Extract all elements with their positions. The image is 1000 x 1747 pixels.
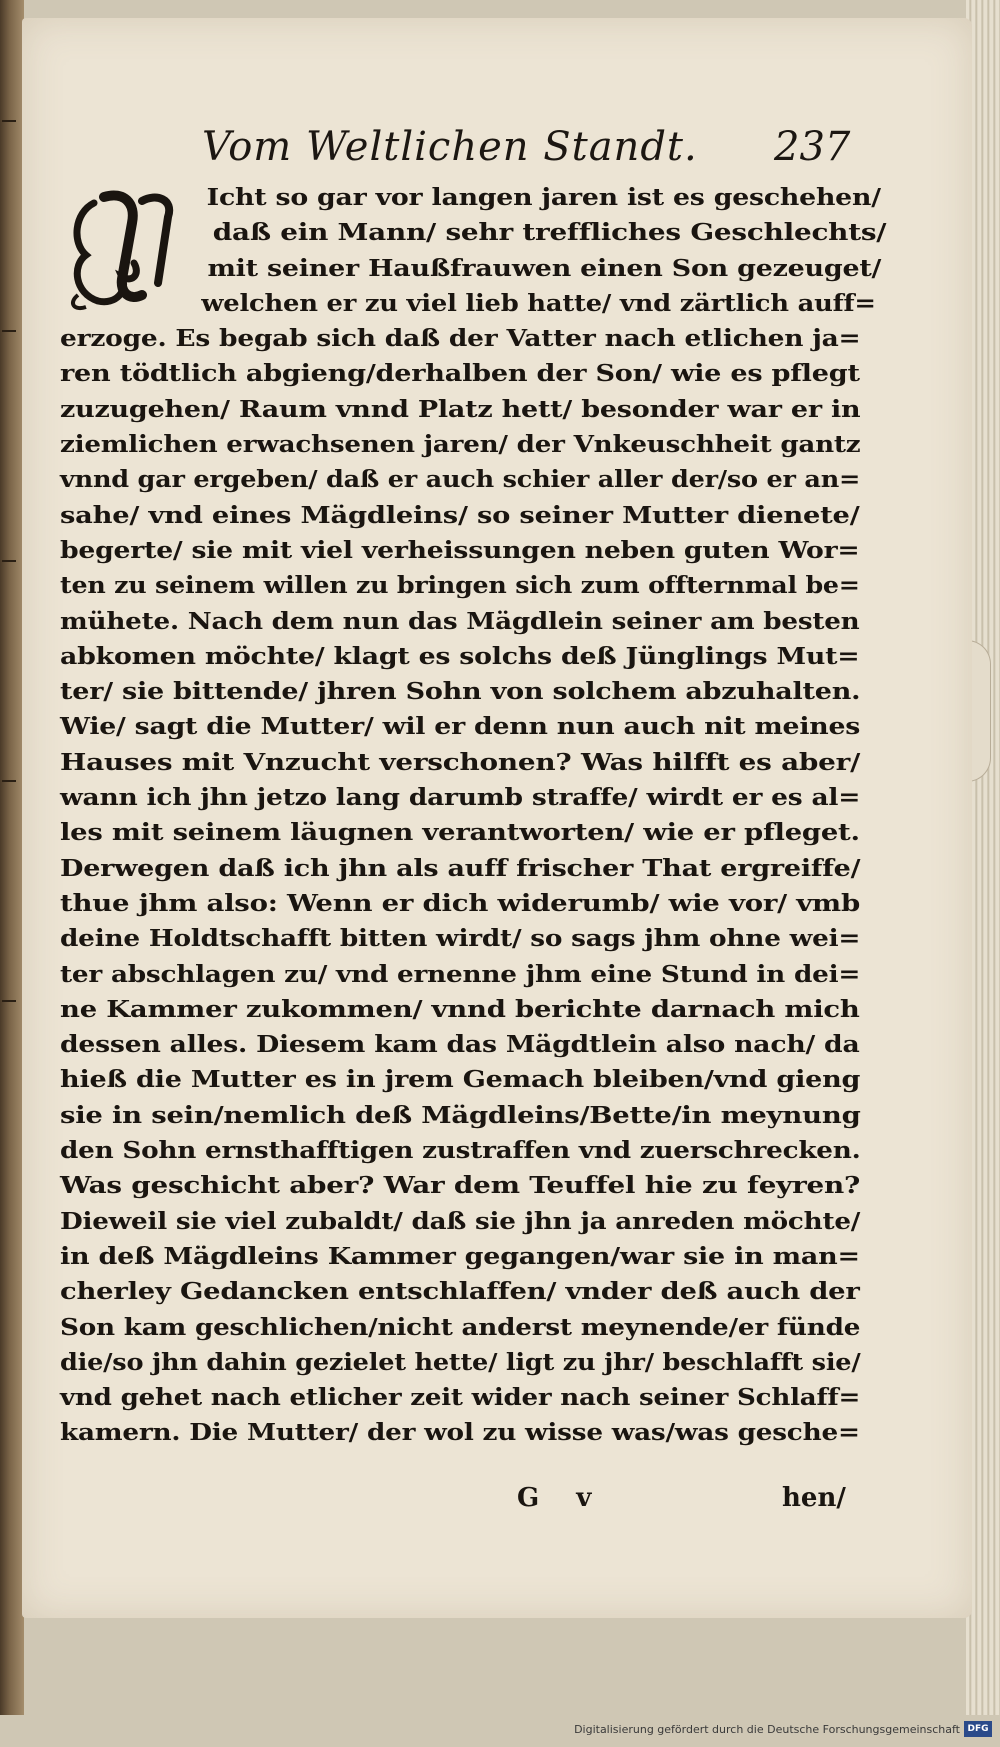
text-line: ne Kammer zukommen/ vnnd berichte darnach mich bbox=[60, 995, 860, 1023]
digitization-footer bbox=[0, 1715, 1000, 1747]
page-header bbox=[22, 118, 972, 178]
binding-edge bbox=[0, 0, 24, 1747]
text-line: begerte/ sie mit viel verheissungen neben guten Wor= bbox=[60, 536, 860, 564]
page-footer-row bbox=[22, 1483, 972, 1523]
page-number: 237 bbox=[774, 124, 851, 170]
running-title: Vom Weltlichen Standt. bbox=[202, 124, 698, 170]
text-line: Wie/ sagt die Mutter/ wil er denn nun auch nit meines bbox=[60, 713, 861, 741]
text-line: les mit seinem läugnen verantworten/ wie er pfleget. bbox=[60, 819, 860, 847]
text-line: kamern. Die Mutter/ der wol zu wisse was/was gesche= bbox=[60, 1419, 860, 1447]
text-line: cherley Gedancken entschlaffen/ vnder deß auch der bbox=[60, 1278, 860, 1306]
dfg-logo-icon: DFG bbox=[964, 1721, 992, 1737]
text-line: in deß Mägdleins Kammer gegangen/war sie in man= bbox=[60, 1242, 860, 1270]
text-line: mit seiner Haußfrauwen einen Son gezeuget/ bbox=[207, 254, 882, 282]
text-line: Hauses mit Vnzucht verschonen? Was hilfft es aber/ bbox=[60, 748, 861, 776]
text-line: wann ich jhn jetzo lang darumb straffe/ wirdt er es al= bbox=[60, 784, 861, 812]
text-line: dessen alles. Diesem kam das Mägdtlein also nach/ da bbox=[60, 1031, 860, 1059]
text-line: ten zu seinem willen zu bringen sich zum offternmal be= bbox=[60, 572, 860, 600]
text-line: sie in sein/nemlich deß Mägdleins/Bette/in meynung bbox=[60, 1101, 861, 1129]
funding-credit: Digitalisierung gefördert durch die Deutsche Forschungsgemeinschaft bbox=[574, 1723, 960, 1736]
text-line: abkomen möchte/ klagt es solchs deß Jünglings Mut= bbox=[60, 642, 860, 670]
text-line: vnnd gar ergeben/ daß er auch schier aller der/so er an= bbox=[60, 466, 861, 494]
text-line: hieß die Mutter es in jrem Gemach bleiben/vnd gieng bbox=[60, 1066, 861, 1094]
text-line: sahe/ vnd eines Mägdleins/ so seiner Mutter dienete/ bbox=[60, 501, 860, 529]
text-line: daß ein Mann/ sehr treffliches Geschlechts/ bbox=[212, 219, 887, 247]
text-line: den Sohn ernsthafftigen zustraffen vnd zuerschrecken. bbox=[60, 1137, 861, 1165]
text-line: ter/ sie bittende/ jhren Sohn von solchem abzuhalten. bbox=[60, 678, 861, 706]
book-page bbox=[22, 18, 972, 1618]
signature-mark: G v bbox=[517, 1483, 606, 1513]
text-line: zuzugehen/ Raum vnnd Platz hett/ besonder war er in bbox=[60, 395, 861, 423]
text-line: ziemlichen erwachsenen jaren/ der Vnkeuschheit gantz bbox=[60, 431, 861, 459]
text-line: Dieweil sie viel zubaldt/ daß sie jhn ja anreden möchte/ bbox=[60, 1207, 861, 1235]
text-line: welchen er zu viel lieb hatte/ vnd zärtlich auff= bbox=[201, 289, 876, 317]
text-line: deine Holdtschafft bitten wirdt/ so sags jhm ohne wei= bbox=[60, 925, 861, 953]
text-line: Derwegen daß ich jhn als auff frischer That ergreiffe/ bbox=[60, 854, 861, 882]
text-line: erzoge. Es begab sich daß der Vatter nach etlichen ja= bbox=[60, 325, 861, 353]
text-line: die/so jhn dahin gezielet hette/ ligt zu jhr/ beschlafft sie/ bbox=[60, 1348, 861, 1376]
text-line: thue jhm also: Wenn er dich widerumb/ wie vor/ vmb bbox=[60, 889, 860, 917]
text-line: Was geschicht aber? War dem Teuffel hie zu feyren? bbox=[60, 1172, 861, 1200]
catchword: hen/ bbox=[782, 1483, 846, 1513]
text-line: ren tödtlich abgieng/derhalben der Son/ wie es pflegt bbox=[60, 360, 860, 388]
text-line: Son kam geschlichen/nicht anderst meynende/er fünde bbox=[60, 1313, 861, 1341]
text-line: vnd gehet nach etlicher zeit wider nach seiner Schlaff= bbox=[60, 1384, 861, 1412]
text-line: mühete. Nach dem nun das Mägdlein seiner am besten bbox=[60, 607, 860, 635]
text-line: ter abschlagen zu/ vnd ernenne jhm eine Stund in dei= bbox=[60, 960, 861, 988]
body-text bbox=[60, 180, 887, 1451]
text-line: Icht so gar vor langen jaren ist es geschehen/ bbox=[206, 184, 881, 211]
